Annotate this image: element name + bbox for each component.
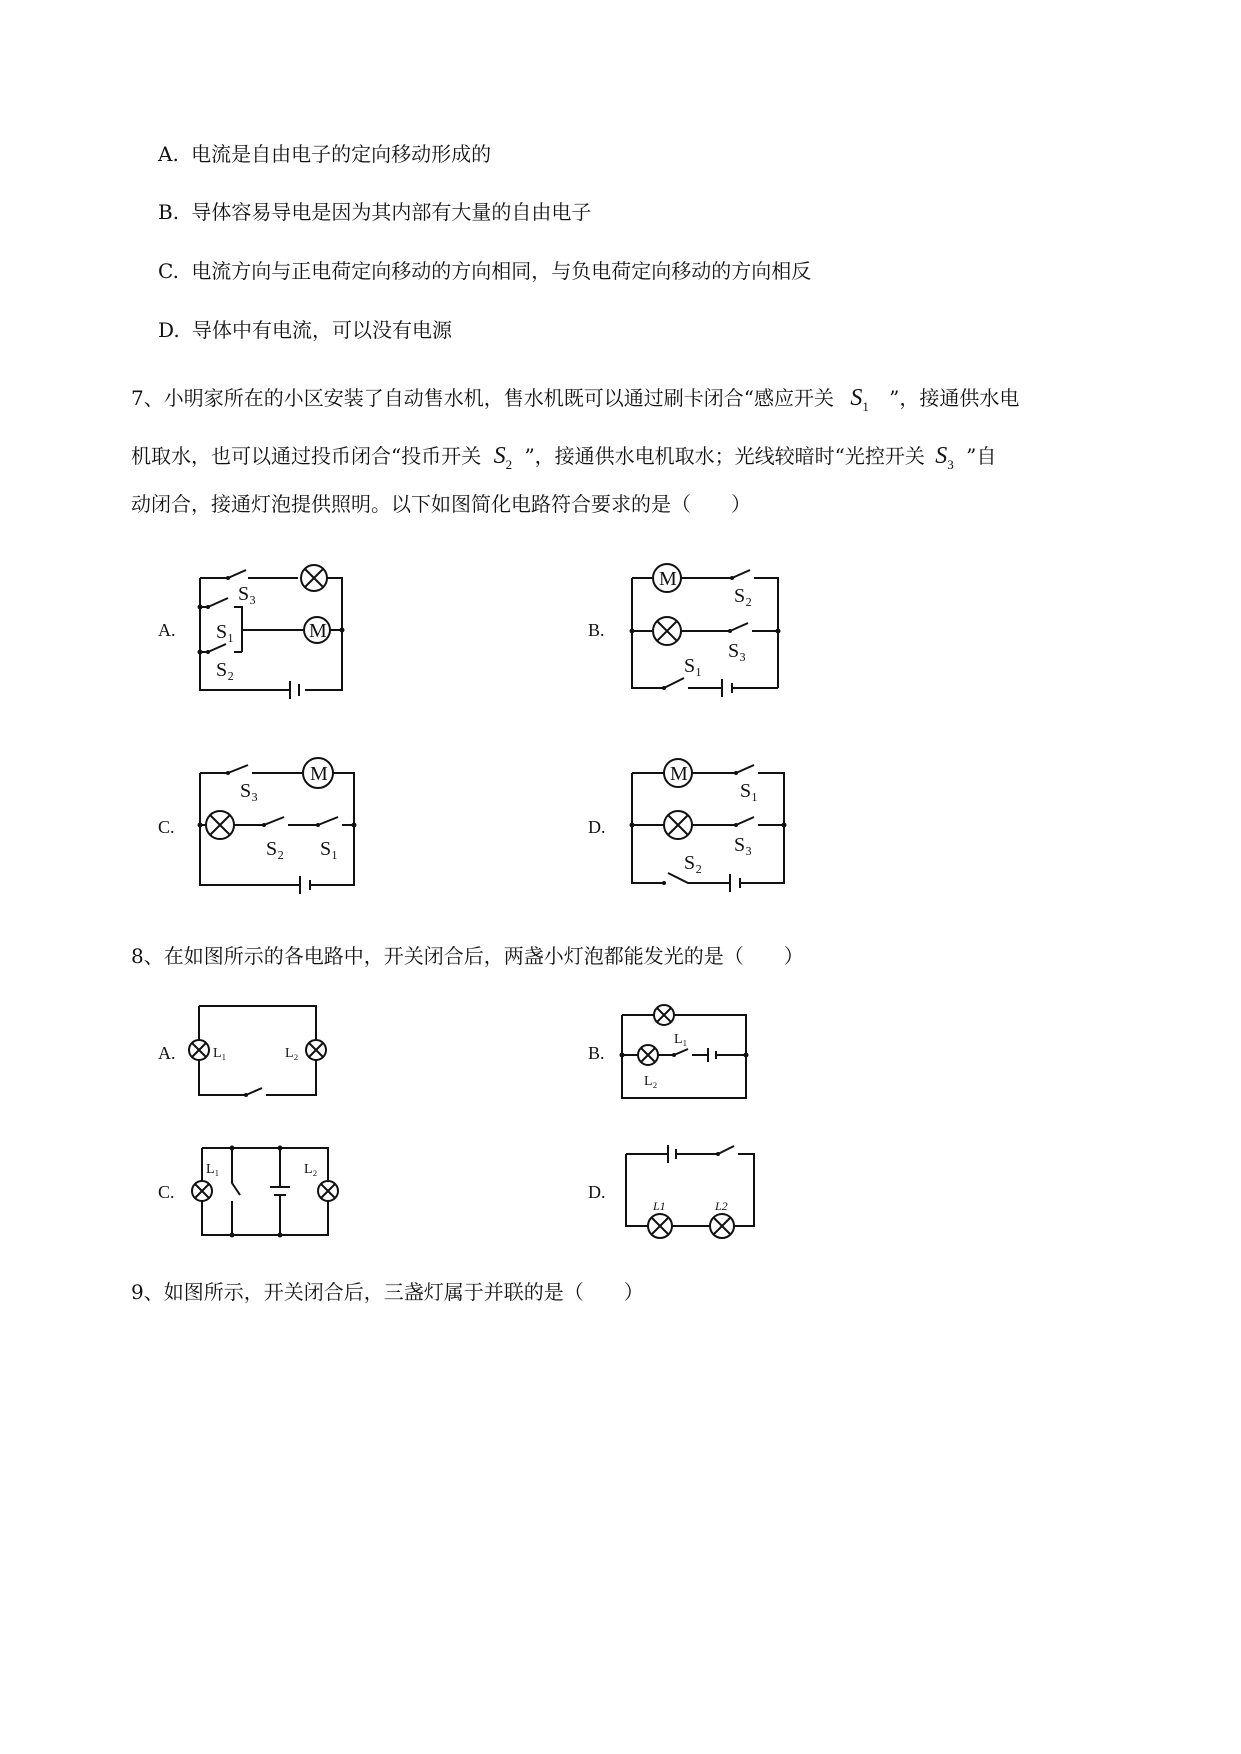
switch-symbol (850, 385, 869, 414)
option-letter: B. (158, 200, 180, 224)
motor-label: M (310, 763, 328, 785)
option-text: 电流是自由电子的定向移动形成的 (191, 142, 492, 166)
lamp-label-l2: L₂ (285, 1046, 299, 1061)
symbol-subscript: 2 (505, 457, 513, 472)
q7-stem-line3 (131, 490, 751, 518)
symbol-subscript: 1 (862, 399, 869, 414)
stem-text: 7、小明家所在的小区安装了自动售水机，售水机既可以通过刷卡闭合“感应开关 (131, 386, 834, 410)
switch-symbol (935, 443, 954, 472)
q8-circuit-b (618, 1003, 758, 1108)
switch-label-s3: S₃ (734, 834, 753, 856)
stem-text: ”，接通供水电 (889, 386, 1020, 410)
stem-text: 9、如图所示，开关闭合后，三盏灯属于并联的是（ ） (131, 1280, 644, 1304)
lamp-label-l1: L1 (653, 1199, 666, 1213)
option-letter: C. (158, 259, 179, 283)
lamp-label-l2: L2 (715, 1199, 728, 1213)
motor-label: M (309, 620, 327, 642)
lamp-label-l1: L₁ (213, 1046, 227, 1061)
switch-label-s3: S₃ (238, 583, 257, 605)
stem-text: 动闭合，接通灯泡提供照明。以下如图简化电路符合要求的是（ ） (131, 492, 751, 516)
switch-label-s3: S₃ (240, 780, 259, 802)
q8-option-d-label: D. (588, 1182, 606, 1202)
switch-symbol (493, 443, 513, 472)
lamp-label-l1: L₁ (674, 1032, 688, 1047)
switch-label-s2: S₂ (266, 838, 285, 860)
switch-label-s3: S₃ (728, 640, 747, 662)
q8-stem (131, 942, 804, 970)
motor-label: M (670, 763, 688, 785)
motor-label: M (659, 568, 677, 590)
q8-circuit-a (188, 1000, 338, 1105)
q6-option-d (158, 316, 452, 344)
q7-stem-line2 (131, 442, 996, 479)
q8-circuit-c (188, 1143, 348, 1243)
lamp-label-l2: L₂ (644, 1074, 658, 1089)
symbol-letter: S (935, 443, 948, 469)
stem-text: 8、在如图所示的各电路中，开关闭合后，两盏小灯泡都能发光的是（ ） (131, 944, 804, 968)
switch-label-s2: S₂ (734, 585, 753, 607)
stem-text: 机取水，也可以通过投币闭合“投币开关 (131, 444, 482, 468)
q7-stem-line1 (131, 384, 1019, 421)
stem-text: ”，接通供水电机取水；光线较暗时“光控开关 (524, 444, 925, 468)
q6-option-b (158, 198, 591, 226)
q6-option-a (158, 140, 491, 168)
symbol-letter: S (493, 443, 506, 469)
q7-circuit-c (190, 755, 365, 895)
lamp-label-l2: L₂ (304, 1162, 318, 1177)
q7-circuit-d (622, 755, 797, 895)
q7-option-a-label: A. (158, 620, 176, 640)
q8-option-b-label: B. (588, 1043, 605, 1063)
switch-label-s2: S₂ (216, 659, 235, 681)
symbol-subscript: 3 (947, 457, 954, 472)
q7-option-d-label: D. (588, 817, 606, 837)
symbol-letter: S (850, 385, 863, 411)
option-text: 导体容易导电是因为其内部有大量的自由电子 (191, 200, 592, 224)
q7-option-c-label: C. (158, 817, 175, 837)
q7-option-b-label: B. (588, 620, 605, 640)
q8-circuit-d (622, 1138, 762, 1238)
stem-text: ”自 (966, 444, 997, 468)
option-letter: A. (158, 142, 179, 166)
option-text: 电流方向与正电荷定向移动的方向相同，与负电荷定向移动的方向相反 (191, 259, 812, 283)
switch-label-s1: S₁ (320, 838, 339, 860)
switch-label-s1: S₁ (684, 655, 703, 677)
lamp-label-l1: L₁ (206, 1162, 220, 1177)
switch-label-s1: S₁ (216, 621, 235, 643)
q9-stem (131, 1278, 644, 1306)
switch-label-s1: S₁ (740, 780, 759, 802)
q8-option-a-label: A. (158, 1043, 176, 1063)
q6-option-c (158, 257, 811, 285)
q7-circuit-b (622, 560, 792, 700)
option-text: 导体中有电流，可以没有电源 (192, 318, 453, 342)
switch-label-s2: S₂ (684, 852, 703, 874)
q7-circuit-a (190, 560, 360, 700)
option-letter: D. (158, 318, 180, 342)
q8-option-c-label: C. (158, 1182, 175, 1202)
